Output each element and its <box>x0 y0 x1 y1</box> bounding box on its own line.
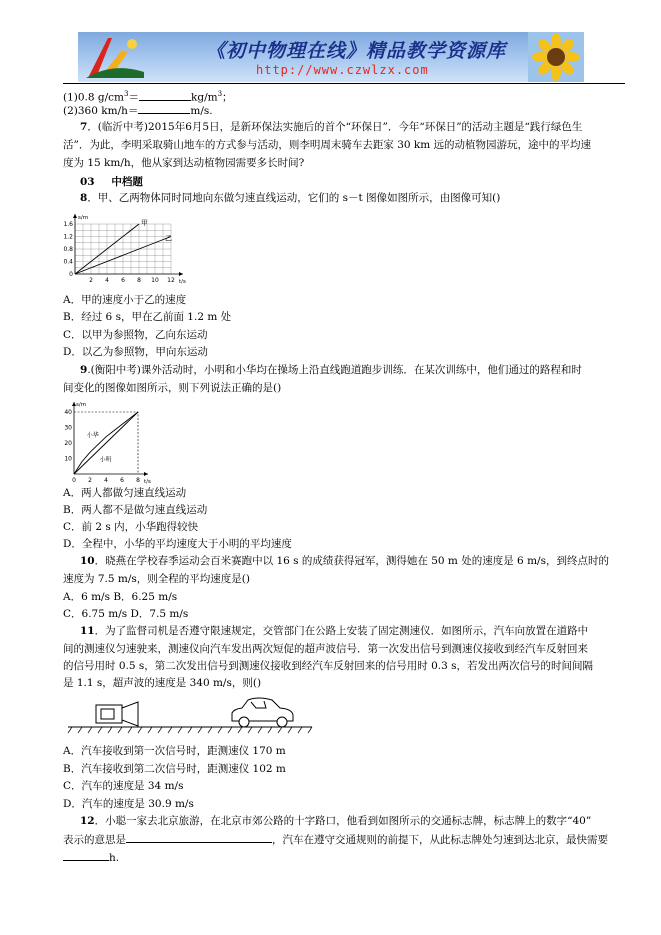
answer-blank[interactable] <box>139 90 191 101</box>
x-tick-label: 2 <box>89 277 93 284</box>
answer-blank[interactable] <box>138 103 190 114</box>
question-11-line4: 是 1.1 s，超声波的速度是 340 m/s，则() <box>63 677 262 689</box>
option-8c[interactable]: C．以甲为参照物，乙向东运动 <box>63 329 208 341</box>
line-unit-1: (1)0.8 $g/cm^3= kg/m^3$； <box>63 90 233 104</box>
car-icon <box>232 698 293 727</box>
question-11: 11．为了监督司机是否遵守限速规定，交管部门在公路上安装了固定测速仪．如图所示，汽车向放置在道路中 <box>80 625 589 637</box>
question-11-line2: 间的测速仪匀速驶来，测速仪向汽车发出两次短促的超声波信号．第一次发出信号到测速仪接收到经汽车反射回来 <box>63 643 588 655</box>
option-10ab[interactable]: A．6 m/s B．6.25 m/s <box>63 591 178 603</box>
x-tick-label: 6 <box>120 477 124 484</box>
y-tick-label: 1.6 <box>63 221 73 228</box>
option-9c[interactable]: C．前 2 s 内，小华跑得较快 <box>63 521 199 533</box>
section-heading: 03 中档题 <box>80 176 143 188</box>
y-tick-label: 10 <box>64 455 72 463</box>
series-line-2 <box>74 412 138 474</box>
y-axis-arrow <box>73 214 77 218</box>
y-tick-label: 30 <box>64 424 72 432</box>
question-12-line3: h. <box>63 850 119 865</box>
question-9: 9.(衡阳中考)课外活动时，小明和小华均在操场上沿直线跑道跑步训练．在某次训练中，他们通过的路程和时 <box>80 364 582 376</box>
y-axis-label: s/m <box>76 402 87 408</box>
question-8: 8．甲、乙两物体同时同地向东做匀速直线运动，它们的 s－t 图像如图所示，由图像可知() <box>80 192 501 204</box>
y-tick-label: 0.4 <box>63 258 73 266</box>
x-axis-arrow <box>179 272 183 276</box>
chart-1-svg <box>58 214 188 290</box>
series-label-2: 小明 <box>99 456 112 464</box>
series-label-1: 小华 <box>86 431 99 439</box>
option-9a[interactable]: A．两人都做匀速直线运动 <box>63 487 187 499</box>
y-tick-label: 40 <box>64 409 72 416</box>
header-rule <box>63 83 625 84</box>
road-illustration <box>60 694 320 736</box>
question-12: 12．小聪一家去北京旅游，在北京市郊公路的十字路口，他看到如图所示的交通标志牌，标志牌上的数字“40” <box>80 815 592 827</box>
series-label-1: 甲 <box>141 219 148 227</box>
option-8d[interactable]: D．以乙为参照物，甲向东运动 <box>63 346 208 358</box>
option-11d[interactable]: D．汽车的速度是 30.9 m/s <box>63 798 194 810</box>
x-axis-label: t/s <box>179 279 186 285</box>
x-tick-label: 0 <box>72 477 76 484</box>
x-tick-label: 4 <box>105 277 109 284</box>
question-12-line2: 表示的意思是 ，汽车在遵守交通规则的前提下，从此标志牌处匀速到达北京，最快需要 <box>63 834 608 846</box>
question-7-line2: 活”．为此，李明采取骑山地车的方式参与活动，则李明周末骑车去距家 30 km 远的动植物园游玩，途中的平均速 <box>63 139 592 151</box>
x-tick-label: 12 <box>167 277 175 284</box>
option-9b[interactable]: B．两人都不是做匀速直线运动 <box>63 504 208 516</box>
x-tick-label: 6 <box>121 277 125 284</box>
y-axis-label: s/m <box>78 215 89 221</box>
line-unit-2: (2)360 km/h＝ m/s. <box>63 105 213 117</box>
question-7-line3: 度为 15 km/h，他从家到达动植物园需要多长时间? <box>63 157 305 169</box>
x-tick-label: 8 <box>137 277 141 284</box>
answer-blank[interactable] <box>63 850 109 861</box>
question-10-line2: 速度为 7.5 m/s，则全程的平均速度是() <box>63 573 250 585</box>
y-tick-label: 0 <box>69 271 73 278</box>
site-url[interactable]: http://www.czwlzx.com <box>256 63 429 77</box>
x-tick-label: 4 <box>104 477 108 484</box>
option-11c[interactable]: C．汽车的速度是 34 m/s <box>63 780 184 792</box>
x-tick-label: 10 <box>151 277 159 284</box>
y-tick-label: 1.2 <box>63 233 73 241</box>
x-tick-label: 8 <box>136 477 140 484</box>
x-tick-label: 2 <box>88 477 92 484</box>
question-9-line2: 间变化的图像如图所示，则下列说法正确的是() <box>63 382 282 394</box>
site-title: 《初中物理在线》精品教学资源库 <box>206 40 507 62</box>
logo-icon <box>78 32 148 82</box>
option-10cd[interactable]: C．6.75 m/s D．7.5 m/s <box>63 608 189 620</box>
answer-blank[interactable] <box>126 832 272 843</box>
y-tick-label: 20 <box>64 440 72 447</box>
option-11a[interactable]: A．汽车接收到第一次信号时，距测速仪 170 m <box>63 745 286 757</box>
series-label-2: 乙 <box>165 234 172 243</box>
chart-2-svg <box>58 398 158 484</box>
option-8b[interactable]: B．经过 6 s，甲在乙前面 1.2 m 处 <box>63 311 232 323</box>
x-axis-label: t/s <box>144 479 151 484</box>
option-8a[interactable]: A．甲的速度小于乙的速度 <box>63 294 187 306</box>
question-10: 10．晓燕在学校春季运动会百米赛跑中以 16 s 的成绩获得冠军，测得她在 50 m 处的速度是 6 m/s，到终点时的 <box>80 555 609 567</box>
header-banner <box>78 32 584 82</box>
sunflower-icon <box>528 32 584 82</box>
question-7: 7．(临沂中考)2015年6月5日，是新环保法实施后的首个“环保日”．今年“环保日”的活动主题是“践行绿色生 <box>80 121 583 133</box>
option-9d[interactable]: D．全程中，小华的平均速度大于小明的平均速度 <box>63 538 292 550</box>
option-11b[interactable]: B．汽车接收到第二次信号时，距测速仪 102 m <box>63 763 286 775</box>
question-11-line3: 的信号用时 0.5 s，第二次发出信号到测速仪接收到经汽车反射回来的信号用时 0.3 s，若发出两次信号的时间间隔 <box>63 660 594 672</box>
y-tick-label: 0.8 <box>63 246 73 253</box>
speed-camera-icon <box>96 702 138 726</box>
x-axis-arrow <box>144 472 148 476</box>
